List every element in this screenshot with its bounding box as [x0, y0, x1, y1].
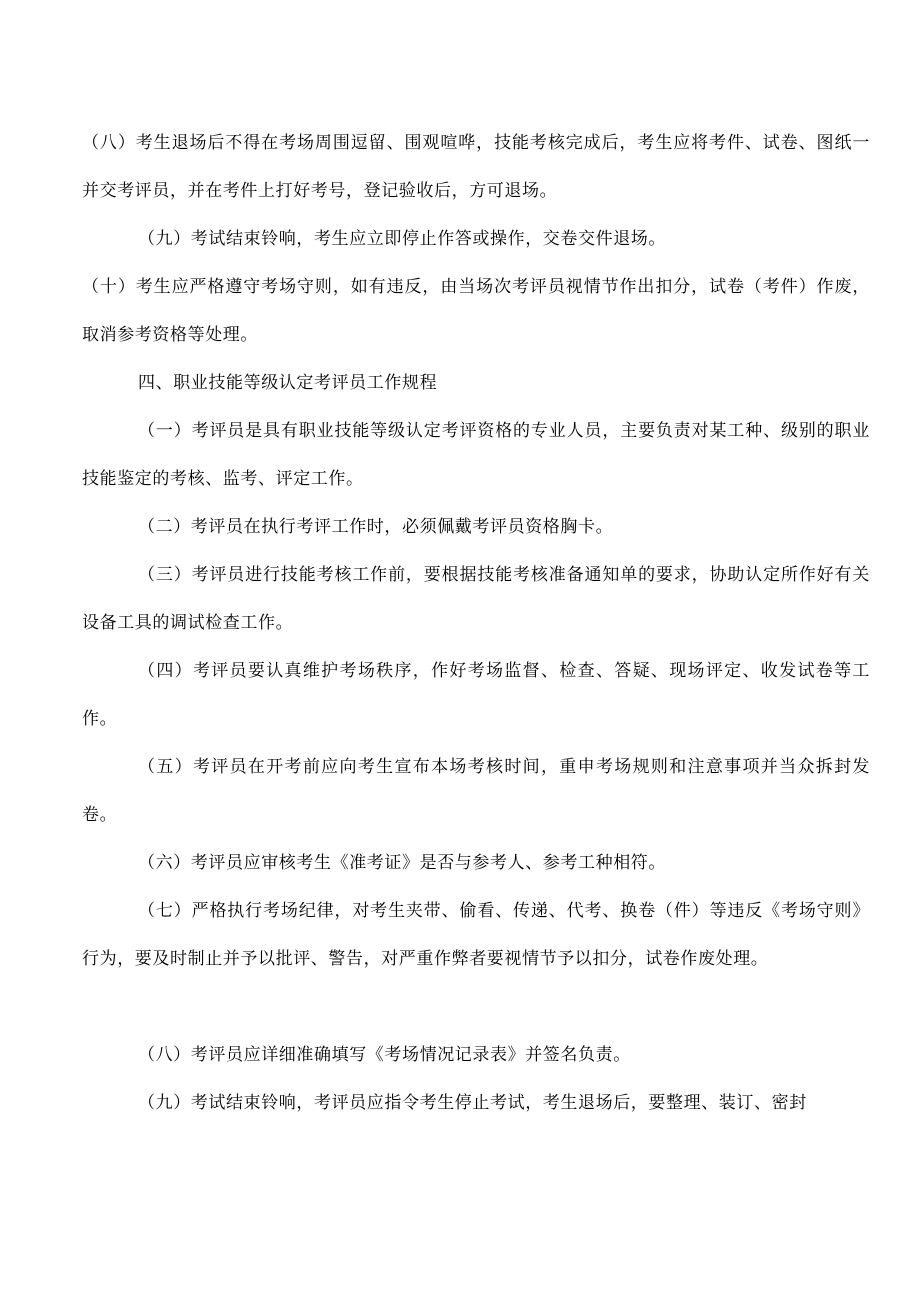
paragraph-exam-leave-rules: （八）考生退场后不得在考场周围逗留、围观喧哗，技能考核完成后，考生应将考件、试卷、图纸一并交考评员，并在考件上打好考号，登记验收后，方可退场。: [82, 133, 870, 201]
paragraph-pre-exam-announcement: （五）考评员在开考前应向考生宣布本场考核时间，重申考场规则和注意事项并当众拆封发卷。: [82, 757, 870, 825]
paragraph-examiner-definition: （一）考评员是具有职业技能等级认定考评资格的专业人员，主要负责对某工种、级别的职业技能鉴定的考核、监考、评定工作。: [82, 421, 870, 489]
paragraph-equipment-check: （三）考评员进行技能考核工作前，要根据技能考核准备通知单的要求，协助认定所作好有关设备工具的调试检查工作。: [82, 565, 870, 633]
section-heading-examiner-procedures: 四、职业技能等级认定考评员工作规程: [138, 373, 438, 393]
paragraph-badge-requirement: （二）考评员在执行考评工作时，必须佩戴考评员资格胸卡。: [138, 517, 614, 537]
paragraph-admission-check: （六）考评员应审核考生《准考证》是否与参考人、参考工种相符。: [138, 853, 666, 873]
paragraph-violation-rules: （十）考生应严格遵守考场守则，如有违反，由当场次考评员视情节作出扣分，试卷（考件）作废，取消参考资格等处理。: [82, 277, 870, 345]
paragraph-order-maintenance: （四）考评员要认真维护考场秩序，作好考场监督、检查、答疑、现场评定、收发试卷等工作。: [82, 661, 870, 729]
paragraph-end-bell-rules: （九）考试结束铃响，考生应立即停止作答或操作，交卷交件退场。: [138, 229, 666, 249]
paragraph-discipline-enforcement: （七）严格执行考场纪律，对考生夹带、偷看、传递、代考、换卷（件）等违反《考场守则》行为，要及时制止并予以批评、警告，对严重作弊者要视情节予以扣分，试卷作废处理。: [82, 901, 870, 969]
paragraph-end-of-exam-duties: （九）考试结束铃响，考评员应指令考生停止考试，考生退场后，要整理、装订、密封: [138, 1093, 807, 1113]
paragraph-record-form: （八）考评员应详细准确填写《考场情况记录表》并签名负责。: [138, 1045, 631, 1065]
